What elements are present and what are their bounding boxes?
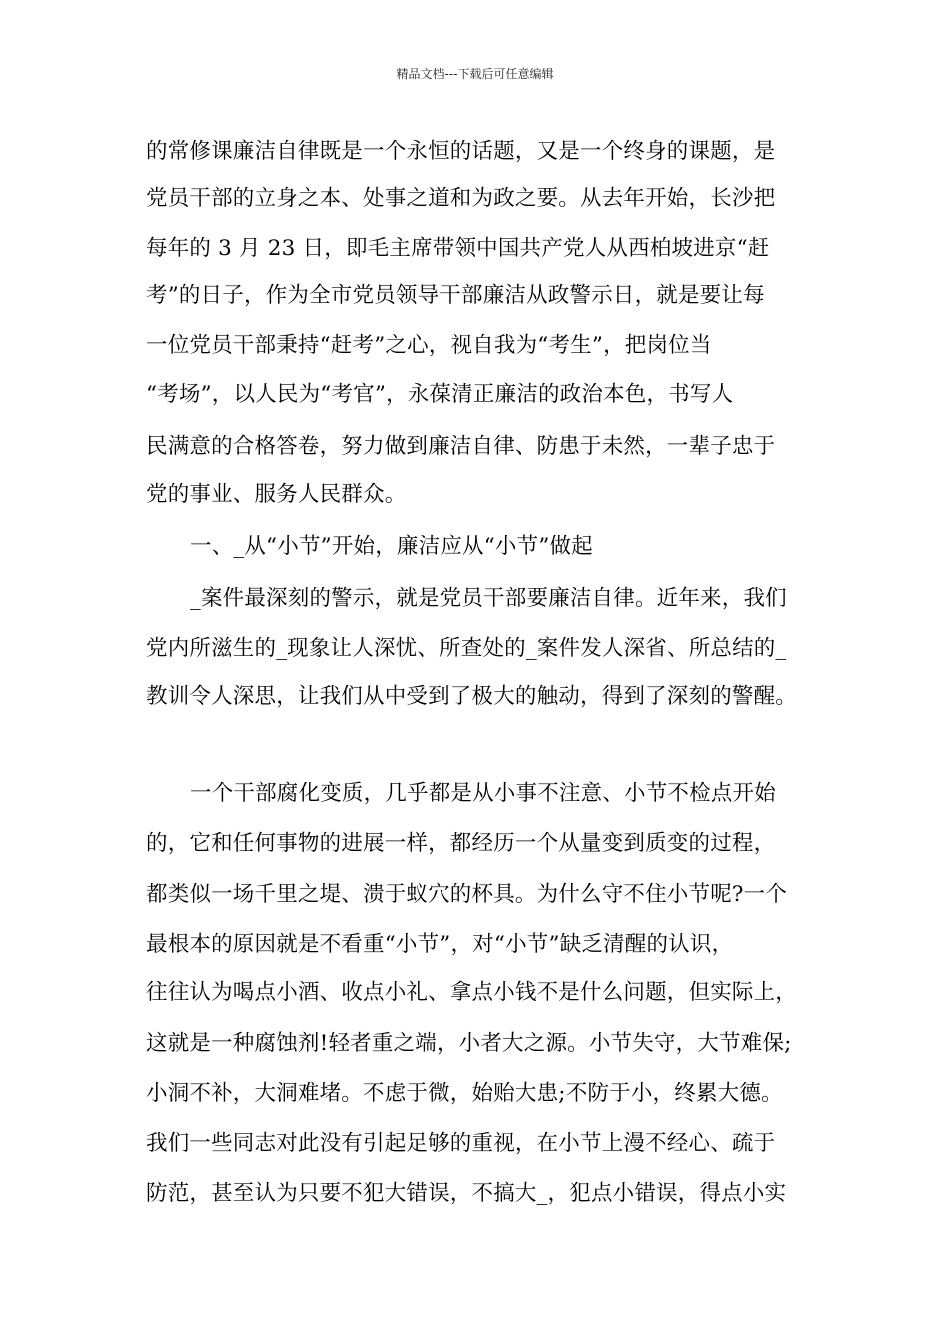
body-line-12: 一个干部腐化变质，几乎都是从小事不注意、小节不检点开始 <box>190 781 776 806</box>
body-line-6: “考场”，以人民为“考官”，永葆清正廉洁的政治本色，书写人 <box>146 382 734 407</box>
body-line-11: 教训令人深思，让我们从中受到了极大的触动，得到了深刻的警醒。 <box>146 684 798 709</box>
body-line-2: 党员干部的立身之本、处事之道和为政之要。从去年开始，长沙把 <box>146 186 776 211</box>
page-header: 精品文档---下载后可任意编辑 <box>396 67 554 81</box>
body-line-7: 民满意的合格答卷，努力做到廉洁自律、防患于未然，一辈子忠于 <box>146 434 776 459</box>
body-line-18: 小洞不补，大洞难堵。不虑于微，始贻大患;不防于小，终累大德。 <box>146 1081 783 1106</box>
body-line-17: 这就是一种腐蚀剂!轻者重之端，小者大之源。小节失守，大节难保; <box>146 1031 792 1056</box>
section-heading: 一、_从“小节”开始，廉洁应从“小节”做起 <box>190 534 593 559</box>
body-line-10: 党内所滋生的_现象让人深忧、所查处的_案件发人深省、所总结的_ <box>146 636 787 661</box>
body-line-8: 党的事业、服务人民群众。 <box>146 482 407 507</box>
body-line-13: 的，它和任何事物的进展一样，都经历一个从量变到质变的过程， <box>146 831 776 856</box>
body-line-20: 防范，甚至认为只要不犯大错误，不搞大_，犯点小错误，得点小实 <box>146 1181 787 1206</box>
body-line-3: 每年的 3 月 23 日，即毛主席带领中国共产党人从西柏坡进京“赶 <box>146 236 770 261</box>
body-line-9: _案件最深刻的警示，就是党员干部要廉洁自律。近年来，我们 <box>190 586 787 611</box>
body-line-1: 的常修课廉洁自律既是一个永恒的话题，又是一个终身的课题，是 <box>146 139 776 164</box>
body-line-5: 一位党员干部秉持“赶考”之心，视自我为“考生”，把岗位当 <box>146 333 712 358</box>
body-line-15: 最根本的原因就是不看重“小节”，对“小节”缺乏清醒的认识， <box>146 932 734 957</box>
body-line-16: 往往认为喝点小酒、收点小礼、拿点小钱不是什么问题，但实际上， <box>146 980 798 1005</box>
body-line-4: 考”的日子，作为全市党员领导干部廉洁从政警示日，就是要让每 <box>146 283 765 308</box>
body-line-19: 我们一些同志对此没有引起足够的重视，在小节上漫不经心、疏于 <box>146 1131 776 1156</box>
body-line-14: 都类似一场千里之堤、溃于蚁穴的杯具。为什么守不住小节呢?一个 <box>146 882 788 907</box>
